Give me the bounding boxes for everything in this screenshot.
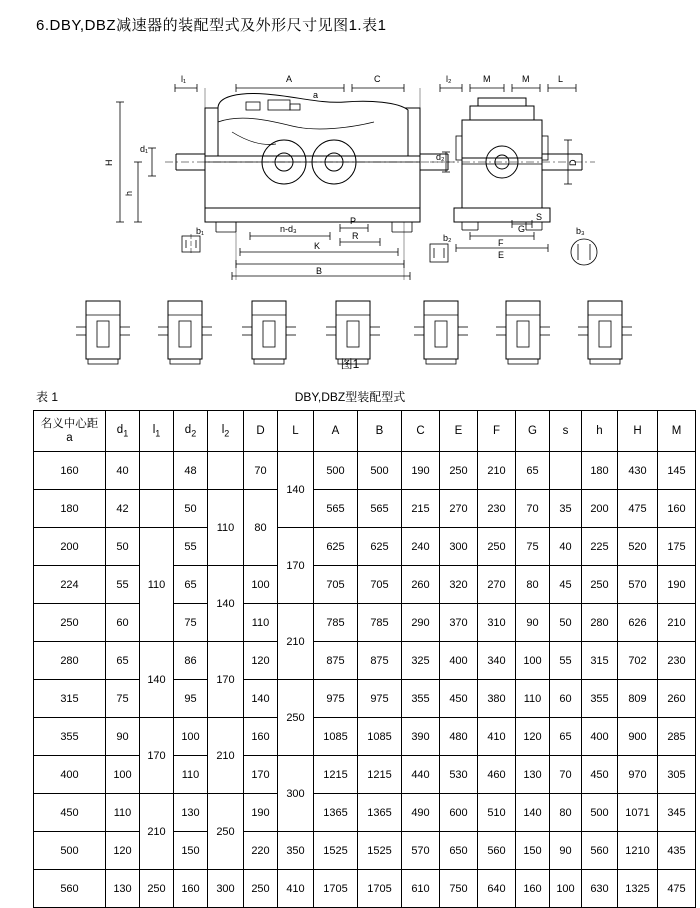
table-row: [34, 680, 696, 718]
cell-M: 175: [658, 528, 696, 566]
cell-d2: 110: [174, 756, 208, 794]
cell-B: 705: [358, 566, 402, 604]
cell-s: 65: [550, 718, 582, 756]
cell-d2: 95: [174, 680, 208, 718]
table-row: [34, 490, 696, 528]
col-header-d2: $d_2$: [174, 411, 208, 452]
cell-F: 210: [478, 452, 516, 490]
cell-d1: 65: [106, 642, 140, 680]
cell-E: 650: [440, 832, 478, 870]
cell-d2: 65: [174, 566, 208, 604]
cell-L: 350: [278, 832, 314, 870]
cell-d2: 86: [174, 642, 208, 680]
col-header-B: B: [358, 411, 402, 452]
cell-d1: 100: [106, 756, 140, 794]
cell-H: 1071: [618, 794, 658, 832]
col-header-D: D: [244, 411, 278, 452]
cell-l1: 140: [140, 642, 174, 718]
cell-a: 315: [34, 680, 106, 718]
cell-l1: [140, 490, 174, 528]
col-header-H: H: [618, 411, 658, 452]
col-header-M: M: [658, 411, 696, 452]
cell-d2: 55: [174, 528, 208, 566]
cell-F: 640: [478, 870, 516, 908]
cell-L: 300: [278, 756, 314, 832]
cell-D: 160: [244, 718, 278, 756]
cell-H: 809: [618, 680, 658, 718]
cell-d1: 130: [106, 870, 140, 908]
cell-d1: 50: [106, 528, 140, 566]
label-R: R: [352, 231, 359, 241]
cell-h: 280: [582, 604, 618, 642]
cell-a: 280: [34, 642, 106, 680]
col-header-L: L: [278, 411, 314, 452]
cell-B: 1365: [358, 794, 402, 832]
table-title: DBY,DBZ型装配型式: [294, 390, 406, 404]
cell-G: 75: [516, 528, 550, 566]
figure-caption: 图1: [340, 357, 360, 371]
cell-B: 500: [358, 452, 402, 490]
cell-H: 475: [618, 490, 658, 528]
cell-B: 875: [358, 642, 402, 680]
cell-F: 380: [478, 680, 516, 718]
cell-E: 370: [440, 604, 478, 642]
cell-l2: 250: [208, 794, 244, 870]
col-header-l2: $l_2$: [208, 411, 244, 452]
cell-C: 570: [402, 832, 440, 870]
label-C: C: [374, 74, 381, 84]
table-row: [34, 528, 696, 566]
cell-a: 560: [34, 870, 106, 908]
cell-a: 224: [34, 566, 106, 604]
cell-d1: 120: [106, 832, 140, 870]
label-A: A: [286, 74, 293, 84]
cell-G: 140: [516, 794, 550, 832]
cell-h: 500: [582, 794, 618, 832]
cell-h: 200: [582, 490, 618, 528]
table-row: [34, 566, 696, 604]
cell-A: 625: [314, 528, 358, 566]
cell-G: 65: [516, 452, 550, 490]
label-B: B: [316, 266, 323, 276]
label-d1: d₁: [140, 144, 149, 154]
col-header-d1: $d_1$: [106, 411, 140, 452]
table-row: [34, 756, 696, 794]
cell-G: 110: [516, 680, 550, 718]
label-L: L: [558, 74, 564, 84]
cell-F: 270: [478, 566, 516, 604]
cell-l2: 110: [208, 490, 244, 566]
cell-F: 310: [478, 604, 516, 642]
cell-l1: 250: [140, 870, 174, 908]
col-header-C: C: [402, 411, 440, 452]
cell-l1: 110: [140, 528, 174, 642]
label-G: G: [518, 224, 526, 234]
cell-M: 190: [658, 566, 696, 604]
cell-H: 970: [618, 756, 658, 794]
label-b3: b₃: [576, 226, 585, 236]
cell-d1: 60: [106, 604, 140, 642]
cell-H: 570: [618, 566, 658, 604]
cell-C: 355: [402, 680, 440, 718]
cell-a: 400: [34, 756, 106, 794]
cell-a: 200: [34, 528, 106, 566]
cell-H: 520: [618, 528, 658, 566]
cell-E: 300: [440, 528, 478, 566]
cell-s: 90: [550, 832, 582, 870]
cell-l2: 140: [208, 566, 244, 642]
cell-h: 450: [582, 756, 618, 794]
cell-h: 560: [582, 832, 618, 870]
cell-B: 1085: [358, 718, 402, 756]
cell-C: 240: [402, 528, 440, 566]
label-S: S: [536, 212, 543, 222]
cell-A: 1525: [314, 832, 358, 870]
cell-d1: 40: [106, 452, 140, 490]
cell-M: 345: [658, 794, 696, 832]
cell-h: 225: [582, 528, 618, 566]
cell-A: 875: [314, 642, 358, 680]
table-row: [34, 718, 696, 756]
label-d2: d₂: [436, 152, 445, 162]
table-row: [34, 642, 696, 680]
cell-h: 250: [582, 566, 618, 604]
cell-D: 120: [244, 642, 278, 680]
cell-H: 430: [618, 452, 658, 490]
cell-a: 355: [34, 718, 106, 756]
technical-drawing: [0, 36, 700, 366]
col-header-a: 名义中心距 a: [34, 411, 106, 452]
cell-E: 400: [440, 642, 478, 680]
cell-A: 500: [314, 452, 358, 490]
cell-h: 630: [582, 870, 618, 908]
cell-s: 40: [550, 528, 582, 566]
cell-d1: 90: [106, 718, 140, 756]
label-H: H: [104, 159, 114, 166]
cell-L: 250: [278, 680, 314, 756]
label-E: E: [498, 250, 505, 260]
table-body: [34, 452, 696, 908]
cell-C: 215: [402, 490, 440, 528]
table-label: 表 1: [36, 390, 59, 404]
label-F: F: [498, 238, 504, 248]
label-M-left: M: [483, 74, 491, 84]
cell-h: 400: [582, 718, 618, 756]
cell-M: 210: [658, 604, 696, 642]
cell-E: 530: [440, 756, 478, 794]
cell-D: 250: [244, 870, 278, 908]
cell-E: 600: [440, 794, 478, 832]
cell-d1: 55: [106, 566, 140, 604]
cell-C: 490: [402, 794, 440, 832]
cell-F: 230: [478, 490, 516, 528]
table-row: [34, 832, 696, 870]
cell-C: 390: [402, 718, 440, 756]
table-row: [34, 794, 696, 832]
cell-M: 160: [658, 490, 696, 528]
cell-C: 610: [402, 870, 440, 908]
cell-h: 315: [582, 642, 618, 680]
cell-D: 170: [244, 756, 278, 794]
cell-d2: 48: [174, 452, 208, 490]
label-b1: b₁: [196, 226, 205, 236]
cell-G: 120: [516, 718, 550, 756]
cell-l2: [208, 452, 244, 490]
cell-F: 410: [478, 718, 516, 756]
cell-s: 100: [550, 870, 582, 908]
cell-d2: 100: [174, 718, 208, 756]
cell-B: 1705: [358, 870, 402, 908]
cell-A: 975: [314, 680, 358, 718]
cell-d2: 150: [174, 832, 208, 870]
cell-D: 110: [244, 604, 278, 642]
cell-A: 1705: [314, 870, 358, 908]
label-M-right: M: [522, 74, 530, 84]
cell-M: 305: [658, 756, 696, 794]
cell-H: 1325: [618, 870, 658, 908]
table-row: [34, 604, 696, 642]
cell-F: 560: [478, 832, 516, 870]
col-header-G: G: [516, 411, 550, 452]
cell-B: 565: [358, 490, 402, 528]
cell-G: 90: [516, 604, 550, 642]
col-header-F: F: [478, 411, 516, 452]
drawing-svg: [0, 36, 700, 366]
cell-l1: [140, 452, 174, 490]
cell-B: 975: [358, 680, 402, 718]
cell-d2: 50: [174, 490, 208, 528]
cell-s: 70: [550, 756, 582, 794]
cell-s: 35: [550, 490, 582, 528]
cell-l1: 170: [140, 718, 174, 794]
label-b2: b₂: [443, 233, 452, 243]
cell-C: 290: [402, 604, 440, 642]
cell-B: 1215: [358, 756, 402, 794]
cell-B: 1525: [358, 832, 402, 870]
cell-L: 410: [278, 870, 314, 908]
label-n-d3: n-d₃: [280, 224, 297, 234]
cell-F: 340: [478, 642, 516, 680]
cell-E: 480: [440, 718, 478, 756]
cell-F: 510: [478, 794, 516, 832]
table-row: [34, 452, 696, 490]
cell-B: 625: [358, 528, 402, 566]
cell-D: 100: [244, 566, 278, 604]
cell-s: [550, 452, 582, 490]
col-header-A: A: [314, 411, 358, 452]
cell-C: 440: [402, 756, 440, 794]
cell-a: 450: [34, 794, 106, 832]
cell-M: 475: [658, 870, 696, 908]
cell-H: 626: [618, 604, 658, 642]
cell-M: 260: [658, 680, 696, 718]
cell-G: 70: [516, 490, 550, 528]
cell-D: 80: [244, 490, 278, 566]
cell-s: 50: [550, 604, 582, 642]
label-l1: l₁: [181, 74, 187, 84]
cell-s: 60: [550, 680, 582, 718]
cell-l2: 210: [208, 718, 244, 794]
cell-B: 785: [358, 604, 402, 642]
col-header-h: h: [582, 411, 618, 452]
cell-H: 1210: [618, 832, 658, 870]
cell-G: 130: [516, 756, 550, 794]
cell-E: 750: [440, 870, 478, 908]
cell-d1: 42: [106, 490, 140, 528]
cell-a: 500: [34, 832, 106, 870]
cell-d2: 130: [174, 794, 208, 832]
col-header-s: s: [550, 411, 582, 452]
cell-E: 450: [440, 680, 478, 718]
cell-E: 270: [440, 490, 478, 528]
table-row: [34, 870, 696, 908]
cell-l2: 170: [208, 642, 244, 718]
cell-A: 705: [314, 566, 358, 604]
cell-A: 1365: [314, 794, 358, 832]
cell-d1: 110: [106, 794, 140, 832]
cell-s: 55: [550, 642, 582, 680]
cell-A: 1085: [314, 718, 358, 756]
cell-D: 190: [244, 794, 278, 832]
cell-D: 70: [244, 452, 278, 490]
col-header-E: E: [440, 411, 478, 452]
cell-L: 170: [278, 528, 314, 604]
cell-h: 355: [582, 680, 618, 718]
label-P: P: [350, 216, 357, 226]
cell-G: 160: [516, 870, 550, 908]
cell-M: 230: [658, 642, 696, 680]
cell-C: 190: [402, 452, 440, 490]
page-title: 6.DBY,DBZ减速器的装配型式及外形尺寸见图1.表1: [36, 17, 387, 34]
cell-L: 210: [278, 604, 314, 680]
cell-H: 702: [618, 642, 658, 680]
cell-h: 180: [582, 452, 618, 490]
label-a: a: [313, 90, 319, 100]
cell-H: 900: [618, 718, 658, 756]
cell-M: 285: [658, 718, 696, 756]
cell-A: 785: [314, 604, 358, 642]
cell-d1: 75: [106, 680, 140, 718]
cell-D: 140: [244, 680, 278, 718]
cell-C: 325: [402, 642, 440, 680]
cell-A: 1215: [314, 756, 358, 794]
cell-d2: 160: [174, 870, 208, 908]
label-l2: l₂: [446, 74, 452, 84]
cell-M: 435: [658, 832, 696, 870]
label-K: K: [314, 241, 321, 251]
cell-d2: 75: [174, 604, 208, 642]
cell-l2: 300: [208, 870, 244, 908]
cell-E: 320: [440, 566, 478, 604]
cell-G: 80: [516, 566, 550, 604]
cell-E: 250: [440, 452, 478, 490]
cell-A: 565: [314, 490, 358, 528]
cell-F: 250: [478, 528, 516, 566]
cell-F: 460: [478, 756, 516, 794]
cell-l1: 210: [140, 794, 174, 870]
table-header-row: [34, 411, 696, 452]
cell-C: 260: [402, 566, 440, 604]
col-header-l1: $l_1$: [140, 411, 174, 452]
cell-G: 150: [516, 832, 550, 870]
cell-L: 140: [278, 452, 314, 528]
cell-M: 145: [658, 452, 696, 490]
cell-G: 100: [516, 642, 550, 680]
cell-a: 180: [34, 490, 106, 528]
cell-a: 160: [34, 452, 106, 490]
cell-s: 45: [550, 566, 582, 604]
dimension-table: [33, 410, 696, 908]
cell-a: 250: [34, 604, 106, 642]
cell-s: 80: [550, 794, 582, 832]
label-h: h: [124, 190, 134, 196]
cell-D: 220: [244, 832, 278, 870]
label-D: D: [568, 159, 578, 166]
